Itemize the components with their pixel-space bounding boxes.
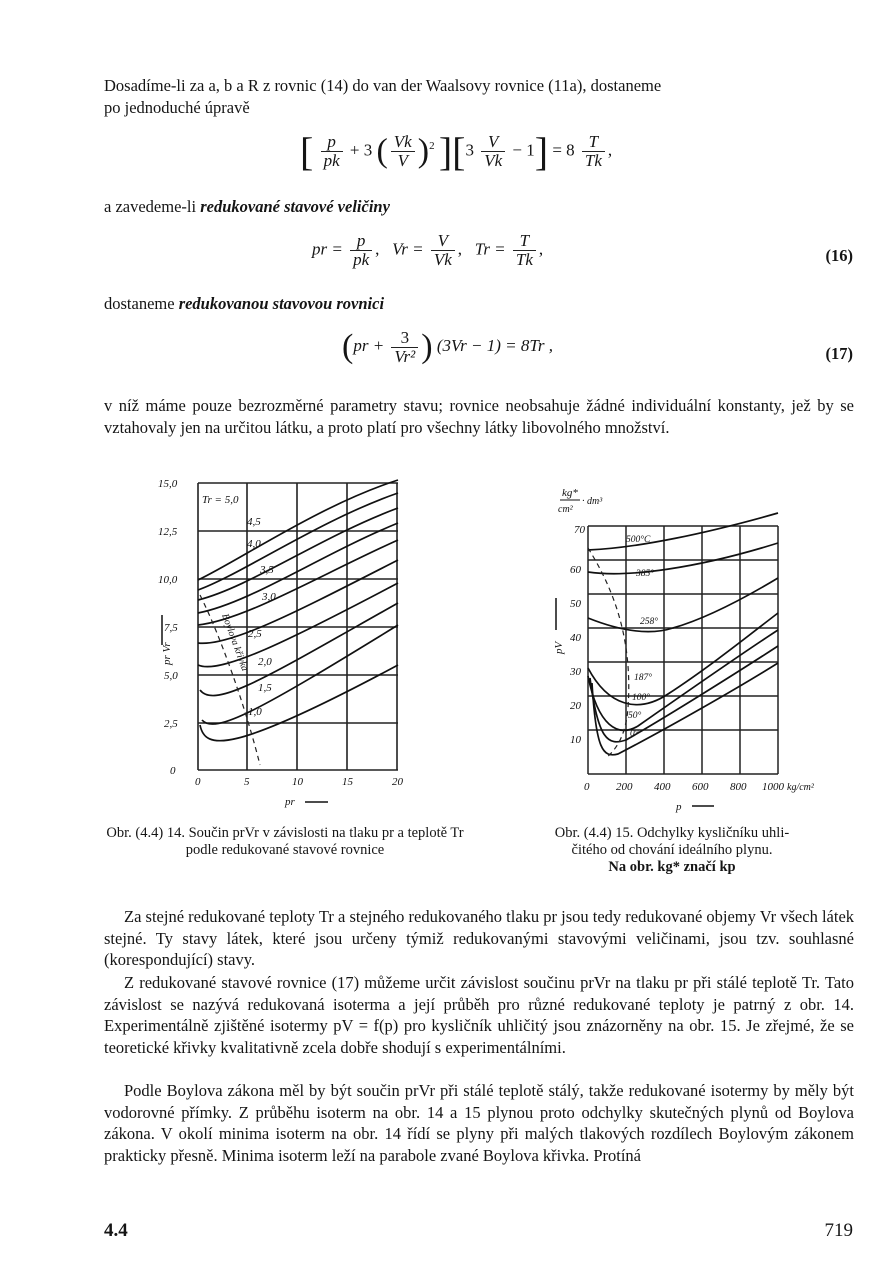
- equation-waals: [ $\frac{p}{pk}$ + 3 ( $\frac{Vk}{V}$ )$^2$ ][3 $\frac{V}{Vk}$ − 1] = 8 $\frac{T}{Tk}$ ,: [300, 129, 613, 174]
- minimum-curve: [588, 548, 629, 758]
- figure-15-x-ticks: [584, 781, 815, 793]
- y-tick-10: 10: [570, 734, 581, 746]
- curve-label-385: 385°: [636, 569, 655, 579]
- x-tick-400: 400: [654, 781, 671, 793]
- curve-label-3-0: 3,0: [262, 591, 276, 603]
- y-unit-numerator: kg*: [562, 487, 578, 499]
- figure-15-caption: [486, 825, 858, 876]
- x-tick-200: 200: [616, 781, 633, 793]
- figure-14-chart: [150, 475, 410, 815]
- figure-14-curve-labels: [202, 494, 276, 718]
- reduced-eq-intro: dostaneme redukovanou stavovou rovnici: [104, 294, 385, 313]
- y-tick-12-5: 12,5: [158, 526, 178, 538]
- paragraph-2: Za stejné redukované teploty Tr a stejného redukovaného tlaku pr jsou tedy redukované objemy Vr všech látek stejné. Ty stavy látek, které jsou určeny týmiž redukovanými stavovými veličinami, jsou tzv. souhlasné (korespondující) stavy.: [104, 907, 855, 969]
- x-tick-0: 0: [195, 776, 201, 788]
- x-axis-label: p: [676, 801, 682, 813]
- y-tick-70: 70: [574, 524, 585, 536]
- figure-15-caption-line-3: Na obr. kg* značí kp: [608, 859, 736, 875]
- y-unit-denominator: cm²: [558, 504, 573, 515]
- curve-label-1-5: 1,5: [258, 682, 272, 694]
- y-tick-2-5: 2,5: [164, 718, 178, 730]
- x-tick-600: 600: [692, 781, 709, 793]
- curve-label-500: 500°C: [626, 535, 651, 545]
- figure-15-caption-line-1: Obr. (4.4) 15. Odchylky kysličníku uhli-: [554, 825, 790, 841]
- isotherm-low: [200, 665, 398, 741]
- curve-label-50: 50°: [628, 711, 642, 721]
- curve-label-187: 187°: [634, 673, 653, 683]
- intro-line-2: po jednoduché úpravě: [104, 98, 250, 117]
- equation-17: (pr + $\frac{3}{\text{Vr²}}$ ) (3Vr − 1) = 8Tr ,: [342, 327, 553, 366]
- y-tick-0: 0: [170, 765, 176, 777]
- curve-label-258: 258°: [640, 617, 659, 627]
- paragraph-3: Z redukované stavové rovnice (17) můžeme určit závislost součinu prVr na tlaku pr při stálé teplotě Tr. Tato závislost se nazývá redukovaná isoterma a její průběh pro různé redukované teploty je patrný z obr. 14. Experimentálně zjištěné isotermy pV = f(p) pro kysličník uhličitý jsou znázorněny na obr. 15. Je zřejmé, že se teoretické křivky kvalitativně zcela dobře shodují s experimentálními.: [104, 973, 854, 1057]
- x-tick-10: 10: [292, 776, 303, 788]
- equation-16: pr = $\frac{p}{pk}$ , Vr = $\frac{V}{Vk}$ , Tr = $\frac{T}{Tk}$ ,: [312, 231, 544, 269]
- figure-14-caption: Obr. (4.4) 14. Součin prVr v závislosti na tlaku pr a teplotě Tr podle redukované stavové rovnice: [106, 825, 464, 858]
- figure-15-grid: [588, 526, 778, 774]
- figure-15-curve-labels: [626, 534, 658, 739]
- y-tick-50: 50: [570, 598, 581, 610]
- isotherm-258: [588, 578, 778, 632]
- x-tick-0: 0: [584, 781, 590, 793]
- x-unit: kg/cm²: [787, 782, 814, 793]
- section-number: 4.4: [104, 1220, 128, 1241]
- isotherm-500: [588, 513, 778, 550]
- x-tick-5: 5: [244, 776, 250, 788]
- equation-17-number: (17): [825, 344, 853, 363]
- y-unit-rest: · dm³: [582, 496, 603, 507]
- x-tick-20: 20: [392, 776, 403, 788]
- x-tick-800: 800: [730, 781, 747, 793]
- x-tick-1000: 1000: [762, 781, 784, 793]
- curve-label-5-0: Tr = 5,0: [202, 494, 239, 506]
- y-tick-40: 40: [570, 632, 581, 644]
- figure-14-x-ticks: [195, 776, 404, 788]
- curve-label-4-0: 4,0: [247, 538, 261, 550]
- figure-15-isotherms: [588, 513, 778, 755]
- curve-label-4-5: 4,5: [247, 516, 261, 528]
- figure-15-caption-line-2: čitého od chování ideálního plynu.: [571, 842, 773, 858]
- curve-label-2-0: 2,0: [258, 656, 272, 668]
- y-tick-20: 20: [570, 700, 581, 712]
- paragraph-4: Podle Boylova zákona měl by být součin prVr při stálé teplotě stálý, takže redukované isotermy by měly být vodorovné přímky. Z průběhu isoterm na obr. 14 a 15 plynou proto odchylky skutečných plynů od Boylova zákona. V okolí minima isoterm na obr. 14 řídí se plyny při malých tlakových rozdílech Boylovým zákonem prakticky přesně. Minima isoterm leží na parabole zvané Boylova křivka. Protíná: [104, 1081, 854, 1165]
- y-tick-60: 60: [570, 564, 581, 576]
- curve-label-0: 0°: [630, 729, 639, 739]
- curve-label-2-5: 2,5: [248, 628, 262, 640]
- figure-15-y-ticks: [569, 524, 586, 746]
- x-tick-15: 15: [342, 776, 353, 788]
- y-axis-label: pr Vr: [161, 642, 173, 665]
- x-axis-label: pr: [285, 796, 295, 808]
- boyle-curve-label: Boylova křivka: [219, 612, 251, 673]
- y-axis-label: pV: [553, 641, 565, 654]
- figure-15-chart: [548, 478, 858, 816]
- intro-line-1: Dosadíme-li za a, b a R z rovnic (14) do van der Waalsovy rovnice (11a), dostaneme: [104, 76, 662, 95]
- equation-16-number: (16): [825, 246, 853, 265]
- figure-14-y-ticks: [158, 478, 178, 777]
- page-number: 719: [824, 1220, 853, 1241]
- curve-label-1-0: 1,0: [248, 706, 262, 718]
- reduced-intro: a zavedeme-li redukované stavové veličiny: [104, 197, 390, 216]
- curve-label-3-5: 3,5: [260, 564, 274, 576]
- figure-14-isotherms: [198, 480, 398, 741]
- y-tick-10-0: 10,0: [158, 574, 178, 586]
- y-tick-15-0: 15,0: [158, 478, 178, 490]
- y-tick-7-5: 7,5: [164, 622, 178, 634]
- curve-label-100: 100°: [632, 693, 651, 703]
- y-tick-5-0: 5,0: [164, 670, 178, 682]
- paragraph-1: v níž máme pouze bezrozměrné parametry stavu; rovnice neobsahuje žádné individuální konstanty, jež by se vztahovaly jen na určitou látku, a proto platí pro všechny látky libovolného množství.: [104, 396, 854, 437]
- y-tick-30: 30: [570, 666, 581, 678]
